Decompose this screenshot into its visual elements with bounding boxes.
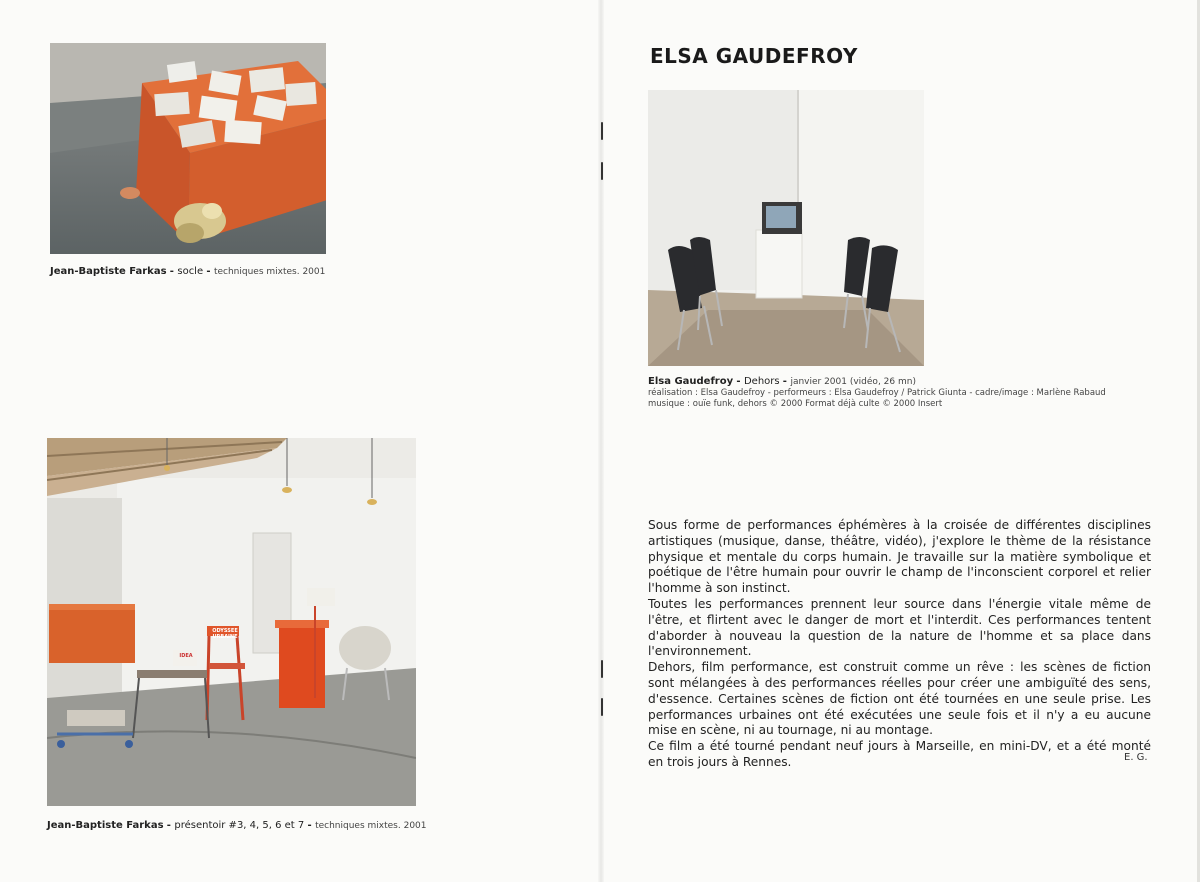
caption-medium: techniques mixtes. 2001 — [213, 267, 326, 277]
caption-socle — [50, 265, 325, 279]
dehors-video-installation-image — [648, 90, 924, 366]
sign-label-stool: IDEA — [179, 653, 193, 659]
caption-medium: janvier 2001 (vidéo, 26 mn) — [790, 377, 916, 387]
caption-separator: - — [307, 820, 316, 831]
credits-line-1: réalisation : Elsa Gaudefroy - performeurs : Elsa Gaudefroy / Patrick Giunta - cadre/image : Marlène Rabaud — [648, 388, 1106, 398]
photo-dehors — [648, 90, 924, 366]
staple-lower — [601, 660, 603, 678]
caption-presentoir — [47, 819, 427, 833]
caption-separator: - — [166, 820, 175, 831]
statement-paragraph: Dehors, film performance, est construit comme un rêve : les scènes de fiction sont mélangées à des performances réelles pour créer une ambiguïté des sens, d'essence. Certaines scènes de fiction ont été tournées en une seule prise. Les performances urbaines ont été exécutées une seule fois et il n'y a eu aucune mise en scène, ni au tournage, ni au montage. — [648, 660, 1151, 738]
caption-separator: - — [169, 266, 178, 277]
author-signature: E. G. — [1124, 752, 1148, 763]
caption-title: Dehors — [743, 376, 780, 387]
caption-medium: techniques mixtes. 2001 — [315, 821, 427, 831]
photo-presentoir — [47, 438, 416, 806]
socle-sculpture-image — [50, 43, 326, 254]
statement-paragraph: Ce film a été tourné pendant neuf jours à Marseille, en mini-DV, et a été monté en trois jours à Rennes. — [648, 739, 1151, 769]
caption-title: socle — [177, 266, 204, 277]
staple-bottom — [601, 698, 603, 716]
caption-separator: - — [736, 376, 744, 387]
caption-separator: - — [782, 376, 791, 387]
artist-statement — [648, 518, 1151, 771]
caption-artist: Jean-Baptiste Farkas — [47, 820, 164, 831]
statement-paragraph: Sous forme de performances éphémères à la croisée de différentes disciplines artistiques (musique, danse, théâtre, vidéo), j'explore le thème de la résistance physique et mentale du corps humain. Je travaille sur la matière symbolique et poétique de l'être humain pour ouvrir le champ de l'inconscient corporel et relier l'homme à son instinct. — [648, 518, 1151, 596]
caption-artist: Elsa Gaudefroy — [648, 376, 734, 387]
presentoir-installation-image — [47, 438, 416, 806]
caption-separator: - — [206, 266, 214, 277]
sign-label-chair: ODYSSEE URBAINE — [212, 628, 238, 640]
statement-paragraph: Toutes les performances prennent leur source dans l'énergie vitale même de l'être, et flirtent avec le danger de mort et l'interdit. Ces performances tentent d'aborder à nouveau la question de la nature de l'homme et sa place dans l'environnement. — [648, 596, 1151, 659]
staple-upper — [601, 162, 603, 180]
artist-heading: ELSA GAUDEFROY — [650, 44, 858, 68]
photo-socle — [50, 43, 326, 254]
caption-artist: Jean-Baptiste Farkas — [50, 266, 167, 277]
credits-line-2: musique : ouïe funk, dehors © 2000 Format déjà culte © 2000 Insert — [648, 399, 943, 409]
caption-title: présentoir #3, 4, 5, 6 et 7 — [174, 820, 305, 831]
caption-dehors — [648, 375, 916, 389]
staple-top — [601, 122, 603, 140]
